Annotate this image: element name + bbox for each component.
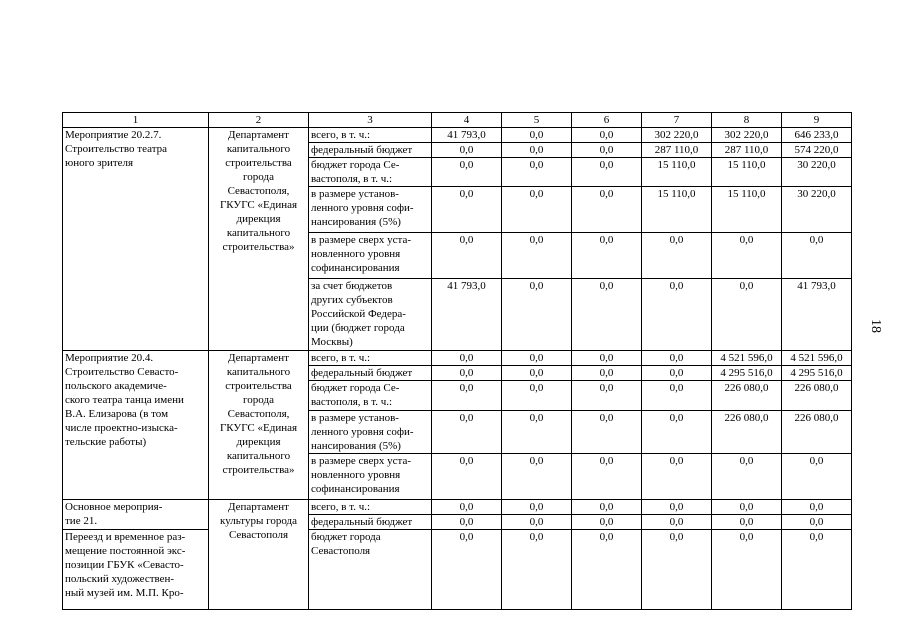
amount-cell: 0,0 xyxy=(642,381,712,411)
measure-cell xyxy=(63,351,209,500)
cell-line: Департамент xyxy=(227,129,289,141)
department-cell xyxy=(209,500,309,610)
amount-cell: 0,0 xyxy=(572,279,642,351)
cell-line: Севастополя xyxy=(228,529,289,541)
funding-source-cell xyxy=(309,143,432,158)
cell-line: города xyxy=(243,394,274,406)
cell-line: вастополя, в т. ч.: xyxy=(311,396,393,408)
amount-cell: 0,0 xyxy=(572,411,642,454)
cell-line: капитального xyxy=(226,227,291,239)
amount-cell: 0,0 xyxy=(642,454,712,500)
funding-source-cell xyxy=(309,158,432,187)
header-cell: 3 xyxy=(309,113,432,128)
cell-line: в размере сверх уста- xyxy=(311,455,412,467)
cell-line: всего, в т. ч.: xyxy=(311,501,371,513)
amount-cell: 0,0 xyxy=(502,500,572,515)
table-row xyxy=(63,351,852,366)
amount-cell: 4 521 596,0 xyxy=(782,351,852,366)
amount-cell: 0,0 xyxy=(572,530,642,610)
funding-source-cell xyxy=(309,381,432,411)
funding-source-cell xyxy=(309,279,432,351)
cell-line: Мероприятие 20.2.7. xyxy=(65,129,162,141)
amount-cell: 0,0 xyxy=(502,233,572,279)
amount-cell: 0,0 xyxy=(642,411,712,454)
amount-cell: 0,0 xyxy=(572,143,642,158)
cell-line: бюджет города xyxy=(311,531,381,543)
cell-line: позиции ГБУК «Севасто- xyxy=(65,559,184,571)
amount-cell: 0,0 xyxy=(502,279,572,351)
cell-line: софинансирования xyxy=(311,483,400,495)
amount-cell: 0,0 xyxy=(572,128,642,143)
amount-cell: 0,0 xyxy=(432,381,502,411)
cell-line: тельские работы) xyxy=(65,436,147,448)
amount-cell: 0,0 xyxy=(572,515,642,530)
amount-cell: 0,0 xyxy=(502,530,572,610)
amount-cell: 0,0 xyxy=(502,351,572,366)
cell-line: польского академиче- xyxy=(65,380,167,392)
cell-line: Строительство театра xyxy=(65,143,168,155)
amount-cell: 4 521 596,0 xyxy=(712,351,782,366)
header-cell: 5 xyxy=(502,113,572,128)
header-cell: 2 xyxy=(209,113,309,128)
funding-source-cell xyxy=(309,515,432,530)
cell-line: новленного уровня xyxy=(311,469,401,481)
amount-cell: 0,0 xyxy=(782,515,852,530)
cell-line: Департамент xyxy=(227,352,289,364)
amount-cell: 0,0 xyxy=(432,454,502,500)
amount-cell: 0,0 xyxy=(502,366,572,381)
funding-source-cell xyxy=(309,411,432,454)
amount-cell: 0,0 xyxy=(502,381,572,411)
cell-line: за счет бюджетов xyxy=(311,280,393,292)
header-cell: 1 xyxy=(63,113,209,128)
cell-line: бюджет города Се- xyxy=(311,159,400,171)
measure-cell xyxy=(63,530,209,610)
amount-cell: 0,0 xyxy=(432,143,502,158)
amount-cell: 0,0 xyxy=(572,381,642,411)
amount-cell: 646 233,0 xyxy=(782,128,852,143)
amount-cell: 0,0 xyxy=(502,454,572,500)
cell-line: федеральный бюджет xyxy=(311,144,413,156)
cell-line: в размере сверх уста- xyxy=(311,234,412,246)
amount-cell: 41 793,0 xyxy=(432,128,502,143)
amount-cell: 0,0 xyxy=(712,500,782,515)
amount-cell: 0,0 xyxy=(502,411,572,454)
amount-cell: 0,0 xyxy=(432,351,502,366)
amount-cell: 226 080,0 xyxy=(782,411,852,454)
cell-line: всего, в т. ч.: xyxy=(311,129,371,141)
amount-cell: 0,0 xyxy=(432,366,502,381)
amount-cell: 0,0 xyxy=(712,515,782,530)
amount-cell: 0,0 xyxy=(712,454,782,500)
cell-line: ленного уровня софи- xyxy=(311,426,414,438)
cell-line: ленного уровня софи- xyxy=(311,202,414,214)
cell-line: мещение постоянной экс- xyxy=(65,545,186,557)
amount-cell: 0,0 xyxy=(782,233,852,279)
amount-cell: 0,0 xyxy=(432,158,502,187)
amount-cell: 0,0 xyxy=(712,233,782,279)
amount-cell: 0,0 xyxy=(432,411,502,454)
budget-table xyxy=(62,112,852,610)
amount-cell: 226 080,0 xyxy=(712,411,782,454)
funding-source-cell xyxy=(309,454,432,500)
cell-line: Мероприятие 20.4. xyxy=(65,352,154,364)
table-row xyxy=(63,530,852,610)
amount-cell: 0,0 xyxy=(642,279,712,351)
amount-cell: 30 220,0 xyxy=(782,187,852,233)
funding-source-cell xyxy=(309,128,432,143)
funding-source-cell xyxy=(309,366,432,381)
amount-cell: 0,0 xyxy=(432,187,502,233)
cell-line: строительства xyxy=(225,157,292,169)
amount-cell: 0,0 xyxy=(572,500,642,515)
amount-cell: 41 793,0 xyxy=(782,279,852,351)
cell-line: в размере установ- xyxy=(311,412,399,424)
header-cell: 6 xyxy=(572,113,642,128)
amount-cell: 0,0 xyxy=(432,530,502,610)
amount-cell: 0,0 xyxy=(572,187,642,233)
funding-source-cell xyxy=(309,187,432,233)
funding-source-cell xyxy=(309,500,432,515)
amount-cell: 574 220,0 xyxy=(782,143,852,158)
amount-cell: 0,0 xyxy=(642,530,712,610)
cell-line: Севастополя, xyxy=(227,185,290,197)
cell-line: юного зрителя xyxy=(65,157,134,169)
header-row xyxy=(63,113,852,128)
amount-cell: 0,0 xyxy=(642,515,712,530)
amount-cell: 0,0 xyxy=(782,454,852,500)
cell-line: федеральный бюджет xyxy=(311,516,413,528)
page-number: 18 xyxy=(868,319,883,333)
cell-line: ского театра танца имени xyxy=(65,394,184,406)
cell-line: вастополя, в т. ч.: xyxy=(311,173,393,185)
cell-line: ГКУГС «Единая xyxy=(219,422,298,434)
cell-line: ГКУГС «Единая xyxy=(219,199,298,211)
measure-cell xyxy=(63,128,209,351)
cell-line: Москвы) xyxy=(311,336,353,348)
amount-cell: 0,0 xyxy=(642,500,712,515)
amount-cell: 0,0 xyxy=(432,233,502,279)
amount-cell: 30 220,0 xyxy=(782,158,852,187)
cell-line: города xyxy=(243,171,274,183)
cell-line: строительства xyxy=(225,380,292,392)
amount-cell: 0,0 xyxy=(432,500,502,515)
funding-source-cell xyxy=(309,233,432,279)
cell-line: тие 21. xyxy=(65,515,98,527)
table-row xyxy=(63,128,852,143)
amount-cell: 15 110,0 xyxy=(642,158,712,187)
cell-line: ный музей им. М.П. Кро- xyxy=(65,587,184,599)
amount-cell: 0,0 xyxy=(502,143,572,158)
cell-line: Российской Федера- xyxy=(311,308,406,320)
amount-cell: 302 220,0 xyxy=(642,128,712,143)
cell-line: строительства» xyxy=(222,464,295,476)
header-cell: 9 xyxy=(782,113,852,128)
header-cell: 7 xyxy=(642,113,712,128)
cell-line: культуры города xyxy=(220,515,297,527)
department-cell xyxy=(209,351,309,500)
amount-cell: 0,0 xyxy=(502,158,572,187)
amount-cell: 0,0 xyxy=(502,187,572,233)
amount-cell: 0,0 xyxy=(642,351,712,366)
cell-line: ции (бюджет города xyxy=(311,322,405,334)
cell-line: капитального xyxy=(226,450,291,462)
amount-cell: 0,0 xyxy=(712,530,782,610)
amount-cell: 0,0 xyxy=(572,233,642,279)
cell-line: других субъектов xyxy=(311,294,393,306)
amount-cell: 226 080,0 xyxy=(712,381,782,411)
cell-line: строительства» xyxy=(222,241,295,253)
amount-cell: 287 110,0 xyxy=(712,143,782,158)
cell-line: числе проектно-изыска- xyxy=(65,422,178,434)
cell-line: дирекция xyxy=(236,436,281,448)
amount-cell: 302 220,0 xyxy=(712,128,782,143)
amount-cell: 4 295 516,0 xyxy=(712,366,782,381)
cell-line: дирекция xyxy=(236,213,281,225)
cell-line: Севастополя, xyxy=(227,408,290,420)
cell-line: Севастополя xyxy=(311,545,371,557)
cell-line: капитального xyxy=(226,143,291,155)
amount-cell: 0,0 xyxy=(712,279,782,351)
table-row xyxy=(63,500,852,515)
cell-line: нансирования (5%) xyxy=(311,216,401,228)
amount-cell: 0,0 xyxy=(572,454,642,500)
amount-cell: 226 080,0 xyxy=(782,381,852,411)
amount-cell: 0,0 xyxy=(432,515,502,530)
cell-line: софинансирования xyxy=(311,262,400,274)
funding-source-cell xyxy=(309,351,432,366)
cell-line: нансирования (5%) xyxy=(311,440,401,452)
header-cell: 4 xyxy=(432,113,502,128)
funding-source-cell xyxy=(309,530,432,610)
amount-cell: 287 110,0 xyxy=(642,143,712,158)
amount-cell: 4 295 516,0 xyxy=(782,366,852,381)
amount-cell: 0,0 xyxy=(502,515,572,530)
cell-line: Департамент xyxy=(227,501,289,513)
cell-line: Строительство Севасто- xyxy=(65,366,179,378)
amount-cell: 0,0 xyxy=(502,128,572,143)
amount-cell: 0,0 xyxy=(572,366,642,381)
amount-cell: 15 110,0 xyxy=(712,158,782,187)
header-cell: 8 xyxy=(712,113,782,128)
cell-line: Переезд и временное раз- xyxy=(65,531,186,543)
cell-line: федеральный бюджет xyxy=(311,367,413,379)
cell-line: польский художествен- xyxy=(65,573,175,585)
cell-line: В.А. Елизарова (в том xyxy=(65,408,169,420)
cell-line: Основное мероприя- xyxy=(65,501,163,513)
amount-cell: 0,0 xyxy=(642,366,712,381)
cell-line: в размере установ- xyxy=(311,188,399,200)
cell-line: бюджет города Се- xyxy=(311,382,400,394)
amount-cell: 41 793,0 xyxy=(432,279,502,351)
amount-cell: 0,0 xyxy=(782,500,852,515)
cell-line: всего, в т. ч.: xyxy=(311,352,371,364)
amount-cell: 15 110,0 xyxy=(712,187,782,233)
amount-cell: 0,0 xyxy=(572,158,642,187)
department-cell xyxy=(209,128,309,351)
amount-cell: 15 110,0 xyxy=(642,187,712,233)
measure-title-cell xyxy=(63,500,209,530)
cell-line: капитального xyxy=(226,366,291,378)
amount-cell: 0,0 xyxy=(642,233,712,279)
amount-cell: 0,0 xyxy=(782,530,852,610)
cell-line: новленного уровня xyxy=(311,248,401,260)
amount-cell: 0,0 xyxy=(572,351,642,366)
